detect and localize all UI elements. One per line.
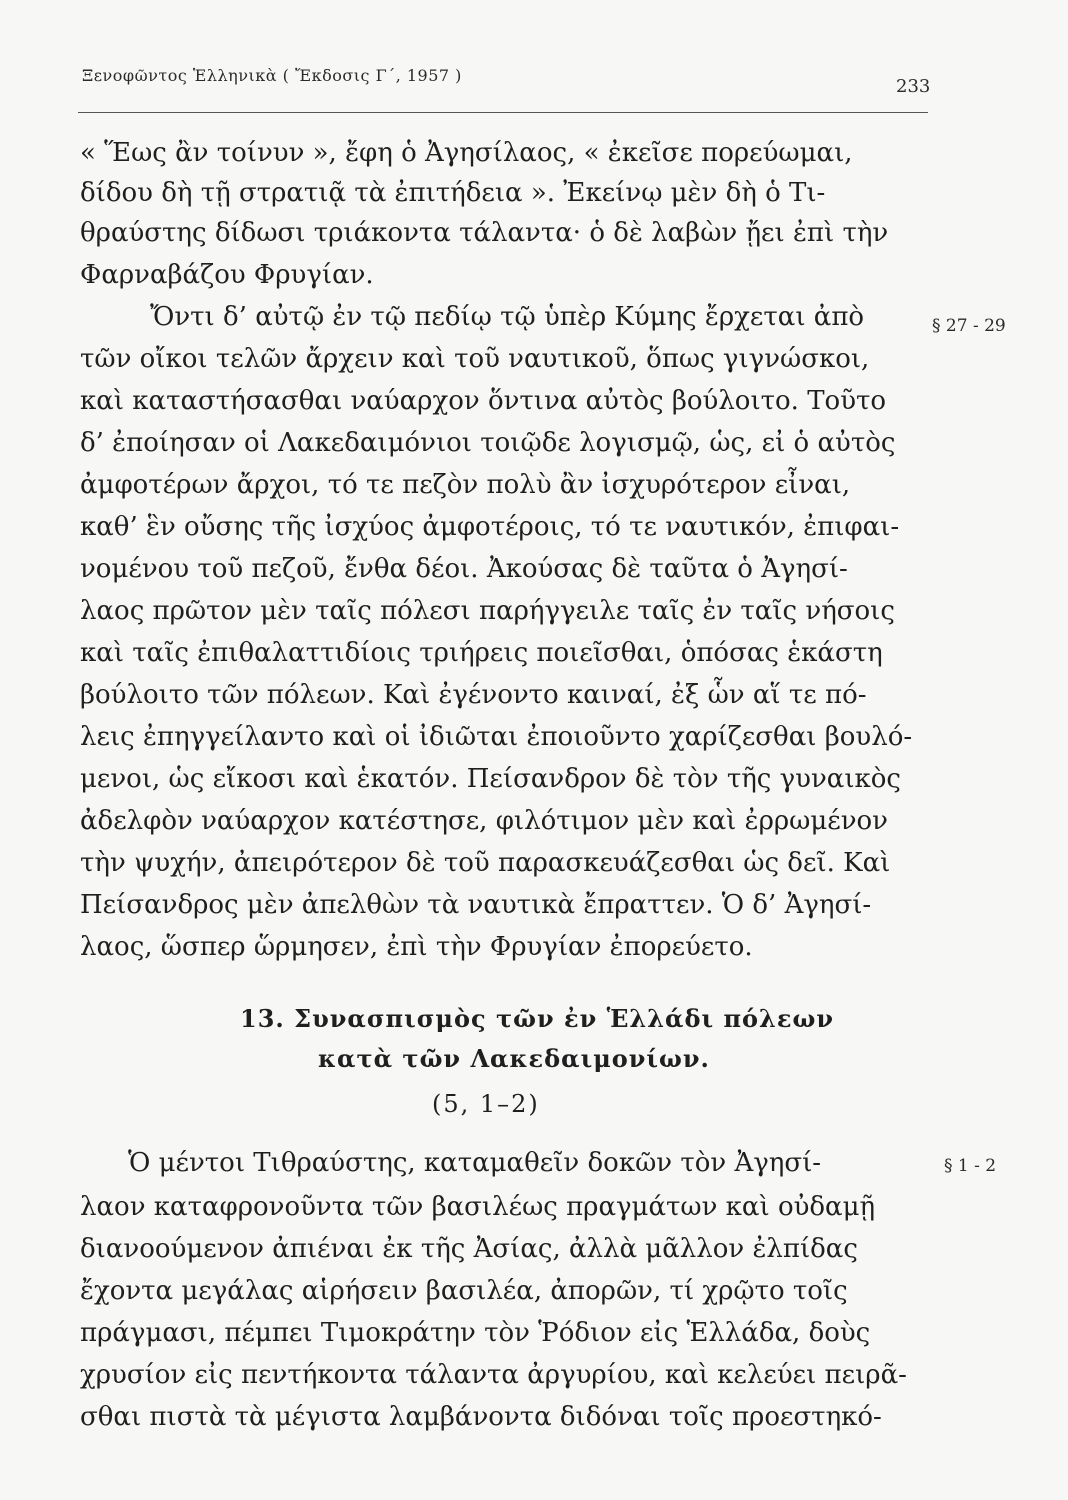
text-line: σθαι πιστὰ τὰ μέγιστα λαμβάνοντα διδόναι τοῖς προεστηκό- bbox=[80, 1402, 882, 1432]
text-line: ἀδελφὸν ναύαρχον κατέστησε, φιλότιμον μὲν καὶ ἐρρωμένον bbox=[80, 806, 888, 836]
text-line: διανοούμενον ἀπιέναι ἐκ τῆς Ἀσίας, ἀλλὰ μᾶλλον ἐλπίδας bbox=[80, 1234, 858, 1264]
margin-section-ref: § 27 - 29 bbox=[932, 316, 1006, 336]
text-line: χρυσίον εἰς πεντήκοντα τάλαντα ἀργυρίου, καὶ κελεύει πειρᾶ- bbox=[80, 1360, 907, 1390]
text-line: « Ἕως ἂν τοίνυν », ἔφη ὁ Ἀγησίλαος, « ἐκεῖσε πορεύωμαι, bbox=[80, 138, 853, 168]
text-line: λαον καταφρονοῦντα τῶν βασιλέως πραγμάτων καὶ οὐδαμῇ bbox=[80, 1192, 876, 1222]
text-line: λεις ἐπηγγείλαντο καὶ οἱ ἰδιῶται ἐποιοῦντο χαρίζεσθαι βουλό- bbox=[80, 722, 913, 752]
section-title: 13. Συνασπισμὸς τῶν ἐν Ἑλλάδι πόλεων bbox=[240, 1004, 834, 1033]
text-line: βούλοιτο τῶν πόλεων. Καὶ ἐγένοντο καιναί, ἐξ ὧν αἵ τε πό- bbox=[80, 680, 867, 710]
text-line: καὶ ταῖς ἐπιθαλαττιδίοις τριήρεις ποιεῖσθαι, ὁπόσας ἑκάστη bbox=[80, 638, 883, 668]
text-line: Πείσανδρος μὲν ἀπελθὼν τὰ ναυτικὰ ἔπραττεν. Ὁ δ’ Ἀγησί- bbox=[80, 890, 872, 920]
text-line: τῶν οἴκοι τελῶν ἄρχειν καὶ τοῦ ναυτικοῦ, ὅπως γιγνώσκοι, bbox=[80, 344, 870, 374]
section-subtitle: κατὰ τῶν Λακεδαιμονίων. bbox=[318, 1044, 710, 1073]
running-header: Ξενοφῶντος Ἑλληνικὰ ( Ἔκδοσις Γ΄, 1957 ) bbox=[82, 66, 462, 85]
text-line: δίδου δὴ τῇ στρατιᾷ τὰ ἐπιτήδεια ». Ἐκείνῳ μὲν δὴ ὁ Τι- bbox=[80, 178, 826, 208]
section-reference: (5, 1–2) bbox=[432, 1090, 540, 1118]
text-line: ἀμφοτέρων ἄρχοι, τό τε πεζὸν πολὺ ἂν ἰσχυρότερον εἶναι, bbox=[80, 470, 851, 500]
text-line: δ’ ἐποίησαν οἱ Λακεδαιμόνιοι τοιῷδε λογισμῷ, ὡς, εἰ ὁ αὐτὸς bbox=[80, 428, 896, 458]
text-line: λαος πρῶτον μὲν ταῖς πόλεσι παρήγγειλε ταῖς ἐν ταῖς νήσοις bbox=[80, 596, 895, 626]
text-line: Ὄντι δ’ αὐτῷ ἐν τῷ πεδίῳ τῷ ὑπὲρ Κύμης ἔρχεται ἀπὸ bbox=[150, 302, 865, 332]
page-number: 233 bbox=[896, 76, 931, 97]
text-line: μενοι, ὡς εἴκοσι καὶ ἑκατόν. Πείσανδρον δὲ τὸν τῆς γυναικὸς bbox=[80, 764, 901, 794]
text-line: ἔχοντα μεγάλας αἱρήσειν βασιλέα, ἀπορῶν, τί χρῷτο τοῖς bbox=[80, 1276, 848, 1306]
text-line: θραύστης δίδωσι τριάκοντα τάλαντα· ὁ δὲ λαβὼν ᾔει ἐπὶ τὴν bbox=[80, 218, 889, 248]
text-line: πράγμασι, πέμπει Τιμοκράτην τὸν Ῥόδιον εἰς Ἑλλάδα, δοὺς bbox=[80, 1318, 871, 1348]
header-rule bbox=[78, 112, 928, 113]
text-line: τὴν ψυχήν, ἀπειρότερον δὲ τοῦ παρασκευάζεσθαι ὡς δεῖ. Καὶ bbox=[80, 848, 891, 878]
text-line: καθ’ ἓν οὔσης τῆς ἰσχύος ἀμφοτέροις, τό τε ναυτικόν, ἐπιφαι- bbox=[80, 512, 900, 542]
margin-section-ref: § 1 - 2 bbox=[944, 1156, 997, 1176]
text-line: καὶ καταστήσασθαι ναύαρχον ὅντινα αὐτὸς βούλοιτο. Τοῦτο bbox=[80, 386, 887, 416]
text-line: Φαρναβάζου Φρυγίαν. bbox=[80, 260, 374, 290]
text-line: νομένου τοῦ πεζοῦ, ἔνθα δέοι. Ἀκούσας δὲ ταῦτα ὁ Ἀγησί- bbox=[80, 554, 848, 584]
text-line: Ὁ μέντοι Τιθραύστης, καταμαθεῖν δοκῶν τὸν Ἀγησί- bbox=[128, 1148, 822, 1178]
text-line: λαος, ὥσπερ ὥρμησεν, ἐπὶ τὴν Φρυγίαν ἐπορεύετο. bbox=[80, 932, 753, 962]
